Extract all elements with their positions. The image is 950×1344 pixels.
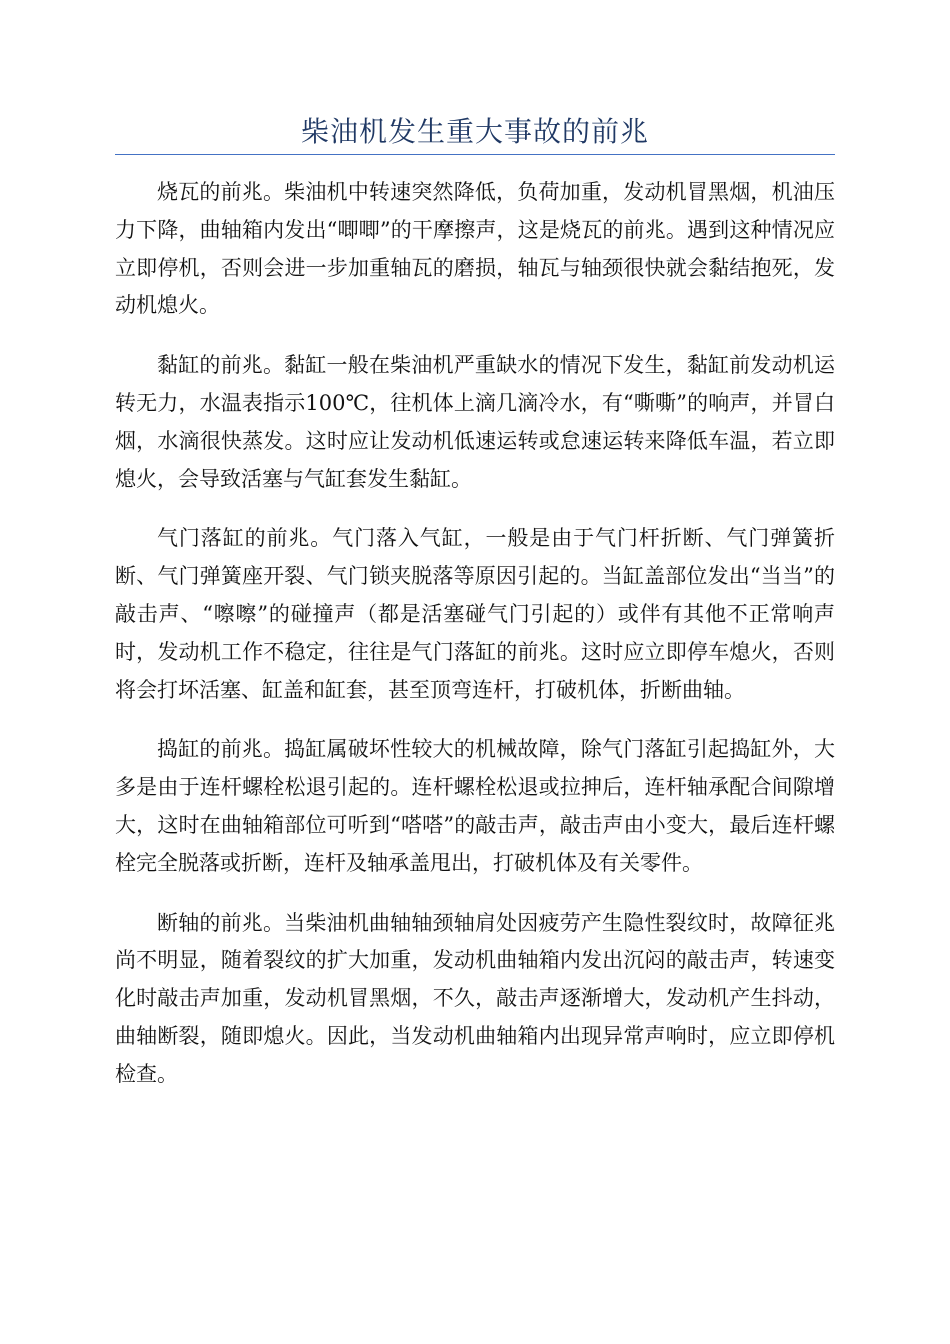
paragraph-cylinder-knock: 捣缸的前兆。捣缸属破坏性较大的机械故障，除气门落缸引起捣缸外，大多是由于连杆螺栓松退引起的。连杆螺栓松退或拉抻后，连杆轴承配合间隙增大，这时在曲轴箱部位可听到“嗒嗒”的敲击声，敲击声由小变大，最后连杆螺栓完全脱落或折断，连杆及轴承盖甩出，打破机体及有关零件。 xyxy=(115,737,835,875)
document-title: 柴油机发生重大事故的前兆 xyxy=(300,115,649,148)
paragraph-bearing-burnout: 烧瓦的前兆。柴油机中转速突然降低，负荷加重，发动机冒黑烟，机油压力下降，曲轴箱内发出“唧唧”的干摩擦声，这是烧瓦的前兆。遇到这种情况应立即停机，否则会进一步加重轴瓦的磨损，轴瓦与轴颈很快就会黏结抱死，发动机熄火。 xyxy=(115,180,835,318)
paragraph-shaft-break: 断轴的前兆。当柴油机曲轴轴颈轴肩处因疲劳产生隐性裂纹时，故障征兆尚不明显，随着裂纹的扩大加重，发动机曲轴箱内发出沉闷的敲击声，转速变化时敲击声加重，发动机冒黑烟，不久，敲击声逐渐增大，发动机产生抖动，曲轴断裂，随即熄火。因此，当发动机曲轴箱内出现异常声响时，应立即停机检查。 xyxy=(115,910,835,1086)
paragraph-valve-drop: 气门落缸的前兆。气门落入气缸，一般是由于气门杆折断、气门弹簧折断、气门弹簧座开裂、气门锁夹脱落等原因引起的。当缸盖部位发出“当当”的敲击声、“嚓嚓”的碰撞声（都是活塞碰气门引起的）或伴有其他不正常响声时，发动机工作不稳定，往往是气门落缸的前兆。这时应立即停车熄火，否则将会打坏活塞、缸盖和缸套，甚至顶弯连杆，打破机体，折断曲轴。 xyxy=(115,526,835,702)
document-body xyxy=(115,174,835,1116)
title-underline xyxy=(115,154,835,155)
paragraph-cylinder-seizure: 黏缸的前兆。黏缸一般在柴油机严重缺水的情况下发生，黏缸前发动机运转无力，水温表指示100℃，往机体上滴几滴冷水，有“嘶嘶”的响声，并冒白烟，水滴很快蒸发。这时应让发动机低速运转或怠速运转来降低车温，若立即熄火，会导致活塞与气缸套发生黏缸。 xyxy=(115,353,835,491)
